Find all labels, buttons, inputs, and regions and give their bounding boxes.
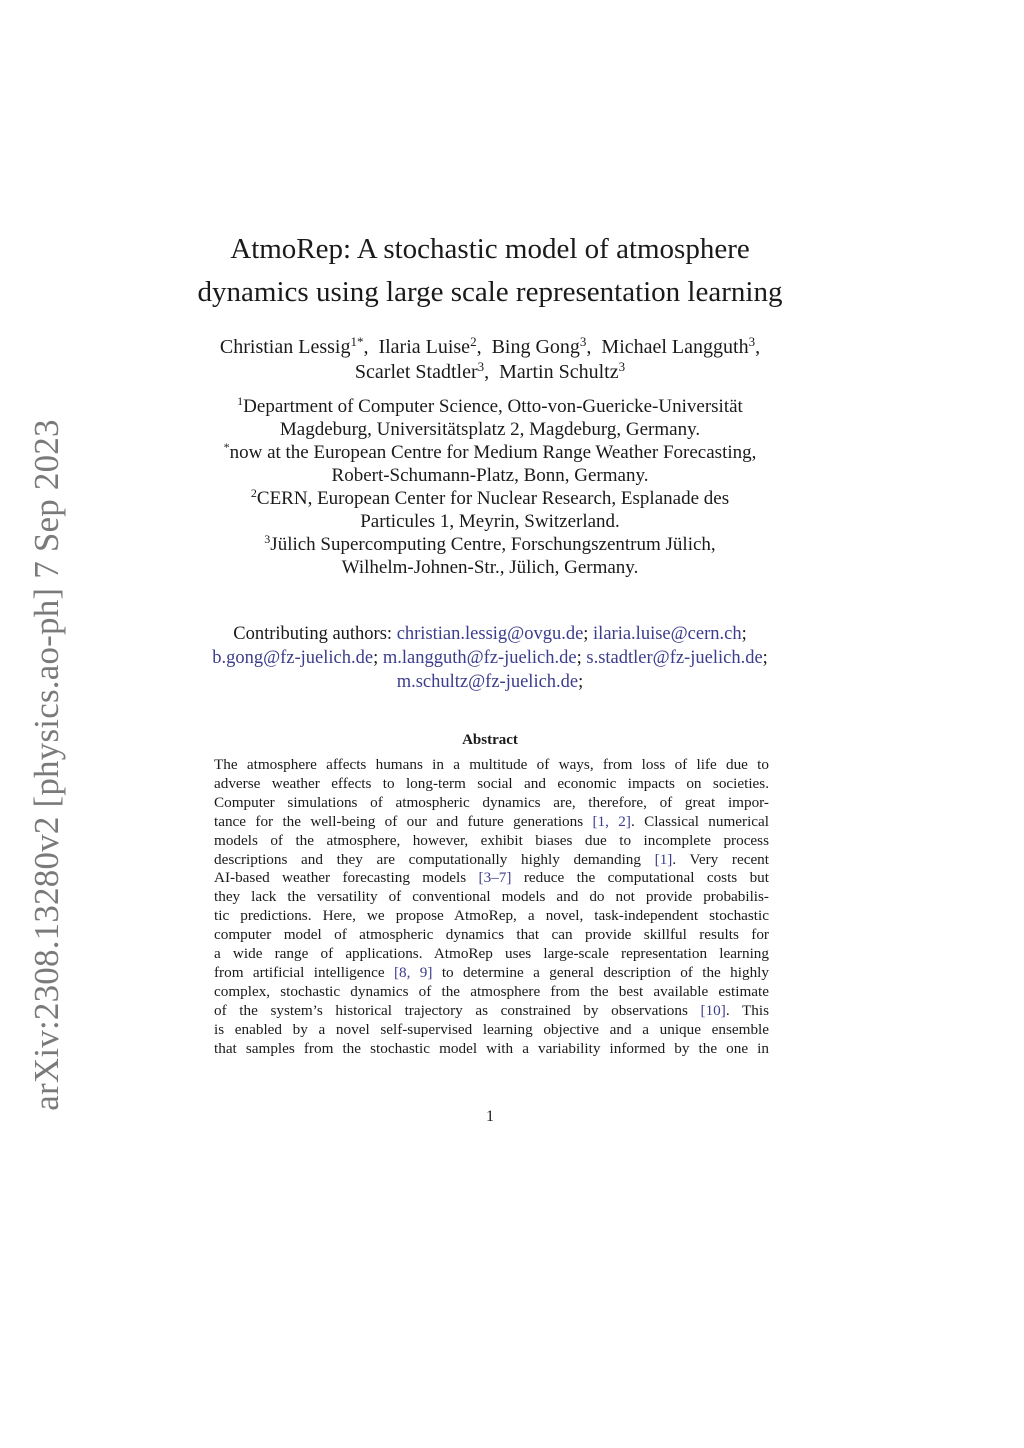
abstract-line: is enabled by a novel self-supervised learning objective and a unique ensemble [214, 1020, 769, 1038]
author-name: Ilaria Luise [378, 336, 471, 358]
abstract-line: tic predictions. Here, we propose AtmoRep, a novel, task-independent stochastic [214, 907, 769, 925]
affiliation-line: Particules 1, Meyrin, Switzerland. [360, 511, 620, 532]
author-name: Martin Schultz [499, 361, 619, 383]
citation-link[interactable]: [1] [654, 850, 673, 868]
affiliation-line: Wilhelm-Johnen-Str., Jülich, Germany. [341, 557, 639, 578]
email-link[interactable]: christian.lessig@ovgu.de [396, 624, 584, 644]
abstract-line: AI-based weather forecasting models [3–7] reduce the computational costs but [214, 869, 769, 887]
abstract-body [214, 756, 769, 1059]
abstract-line: adverse weather effects to long-term social and economic impacts on societies. [214, 774, 769, 792]
author-list [150, 335, 830, 385]
affiliation-mark: 1 [237, 394, 244, 408]
contributing-authors: Contributing authors: christian.lessig@ovgu.de; ilaria.luise@cern.ch; b.gong@fz-juelich.de; m.langguth@fz-juelich.de; s.stadtler@fz-juelich.de; m.schultz@fz-juelich.de; [212, 624, 768, 692]
author-affiliation-mark: 3 [748, 334, 756, 349]
email-link[interactable]: m.schultz@fz-juelich.de [396, 672, 579, 692]
page-number: 1 [486, 1108, 494, 1125]
affiliation-mark: * [223, 440, 230, 454]
author-affiliation-mark: 1* [350, 334, 364, 349]
title-line-2: dynamics using large scale representation learning [197, 276, 783, 308]
abstract-heading: Abstract [462, 732, 518, 748]
email-link[interactable]: s.stadtler@fz-juelich.de [586, 648, 763, 668]
abstract-line: they lack the versatility of conventional models and do not provide probabilis- [214, 888, 769, 906]
contributing-label: Contributing authors: [233, 624, 393, 644]
citation-link[interactable]: [3–7] [478, 869, 512, 887]
affiliation-line: $^3$Jülich Supercomputing Centre, Forschungszentrum Jülich, [264, 532, 716, 555]
author-affiliation-mark: 3 [618, 359, 626, 374]
affiliation-mark: 2 [250, 486, 257, 500]
affiliation-line: Magdeburg, Universitätsplatz 2, Magdeburg, Germany. [279, 419, 701, 440]
affiliation-line: *now at the European Centre for Medium Range Weather Forecasting, [223, 440, 757, 463]
abstract-line: a wide range of applications. AtmoRep uses large-scale representation learning [214, 945, 769, 963]
author-affiliation-mark: 2 [470, 334, 477, 349]
abstract-line: of the system’s historical trajectory as constrained by observations [10]. This [214, 1001, 769, 1019]
affiliation-list [150, 395, 830, 579]
abstract-line: models of the atmosphere, however, exhibit biases due to incomplete process [214, 831, 769, 849]
abstract-line: tance for the well-being of our and future generations [1, 2]. Classical numerical [214, 812, 769, 830]
email-link[interactable]: b.gong@fz-juelich.de [212, 648, 374, 668]
author-name: Christian Lessig [219, 336, 351, 358]
abstract-line: descriptions and they are computationally highly demanding [1]. Very recent [214, 850, 769, 868]
author-line-2: Scarlet Stadtler$^3$, Martin Schultz$^3$ [354, 359, 626, 383]
citation-link[interactable]: [10] [700, 1001, 726, 1019]
abstract-line: Computer simulations of atmospheric dynamics are, therefore, of great impor- [214, 793, 769, 811]
author-line-1: Christian Lessig$^{1*}$, Ilaria Luise$^2$, Bing Gong$^3$, Michael Langguth$^3$, [219, 334, 761, 358]
author-name: Scarlet Stadtler [354, 361, 478, 383]
affiliation-line: $^2$CERN, European Center for Nuclear Research, Esplanade des [250, 486, 730, 509]
abstract-line: complex, stochastic dynamics of the atmosphere from the best available estimate [214, 982, 769, 1000]
abstract-line: from artificial intelligence [8, 9] to determine a general description of the highly [214, 963, 769, 981]
abstract-line: computer model of atmospheric dynamics that can provide skillful results for [214, 926, 769, 944]
abstract-line: that samples from the stochastic model with a variability informed by the one in [214, 1039, 769, 1057]
title-line-1: AtmoRep: A stochastic model of atmosphere [230, 233, 750, 265]
author-name: Michael Langguth [601, 336, 749, 358]
author-affiliation-mark: 3 [477, 359, 485, 374]
abstract-line: The atmosphere affects humans in a multitude of ways, from loss of life due to [214, 756, 769, 773]
paper-title [150, 228, 830, 314]
affiliation-line: $^1$Department of Computer Science, Otto-von-Guericke-Universität [237, 394, 743, 417]
arxiv-identifier-stamp: arXiv:2308.13280v2 [physics.ao-ph] 7 Sep 2023 [27, 419, 66, 1111]
author-name: Bing Gong [491, 336, 580, 358]
affiliation-mark: 3 [264, 532, 271, 546]
email-link[interactable]: m.langguth@fz-juelich.de [382, 648, 577, 668]
author-affiliation-mark: 3 [579, 334, 587, 349]
email-link[interactable]: ilaria.luise@cern.ch [593, 624, 742, 644]
citation-link[interactable]: [8, 9] [393, 963, 433, 981]
affiliation-line: Robert-Schumann-Platz, Bonn, Germany. [331, 465, 649, 486]
citation-link[interactable]: [1, 2] [592, 812, 631, 830]
